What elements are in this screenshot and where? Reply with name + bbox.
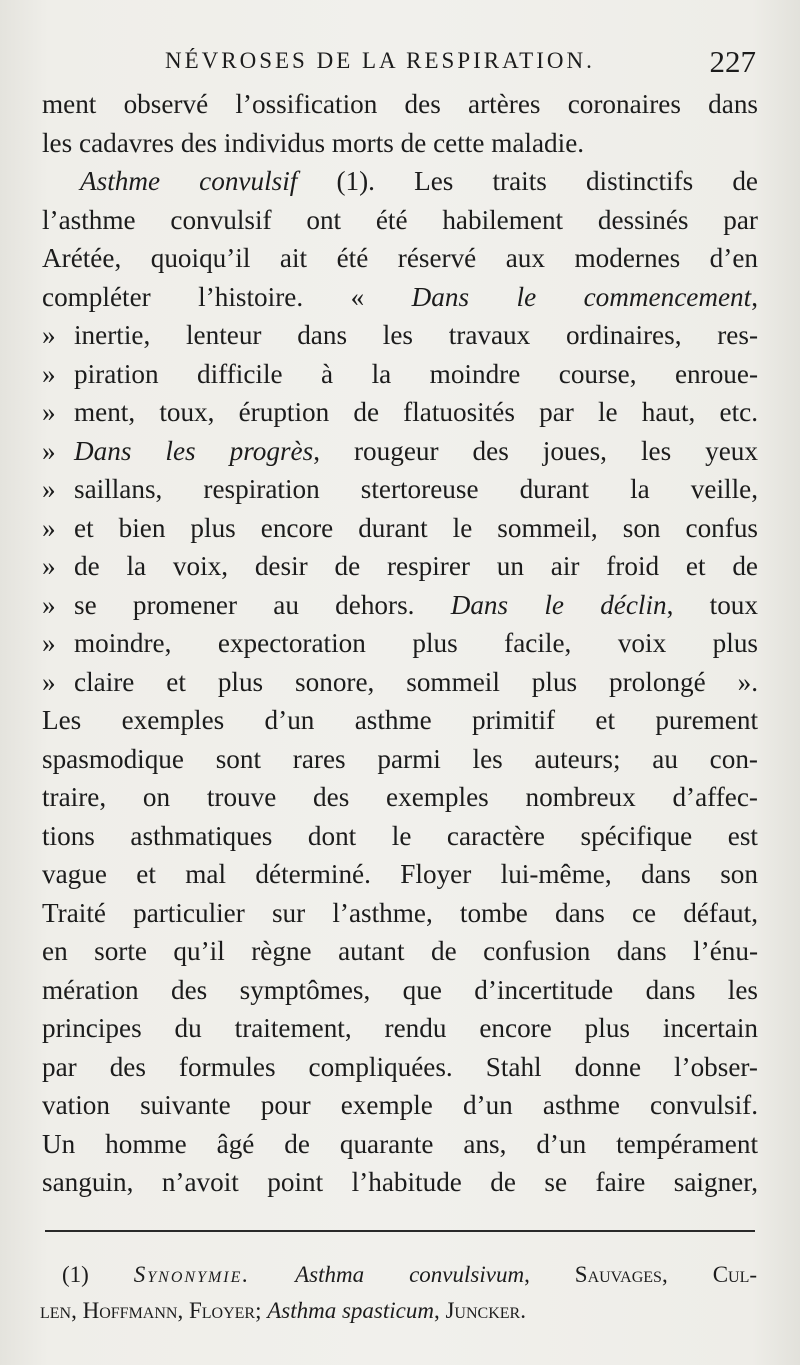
text-line: traire, on trouve des exemples nombreux d’affec- — [42, 782, 758, 812]
quote-mark: » — [42, 666, 56, 697]
footnote-term: Asthma spasticum — [267, 1298, 434, 1323]
text-fragment: (1). Les traits distinctifs de — [297, 166, 758, 196]
quote-mark: » — [42, 435, 56, 466]
text-line — [42, 509, 758, 548]
text-line: par des formules compliquées. Stahl donne l’obser- — [42, 1051, 758, 1082]
footnote-author: Cul- — [712, 1262, 758, 1287]
quote-mark: » — [42, 320, 56, 350]
text-line: Les exemples d’un asthme primitif et purement — [42, 705, 758, 735]
text-line: les cadavres des individus morts de cette maladie. — [42, 127, 585, 158]
text-line — [42, 432, 758, 471]
text-line: vation suivante pour exemple d’un asthme convulsif. — [42, 1090, 758, 1120]
quote-mark: » — [42, 589, 56, 620]
text-line: Arétée, quoiqu’il ait été réservé aux modernes d’en — [42, 243, 758, 273]
text-line: principes du traitement, rendu encore plus incertain — [42, 1013, 758, 1043]
text-line — [42, 547, 758, 586]
footnote-author: Floyer — [188, 1298, 256, 1323]
text-line — [42, 316, 758, 355]
quote-mark: » — [42, 358, 56, 389]
quote-mark: » — [42, 474, 56, 504]
text-fragment: piration difficile à la moindre course, enroue- — [74, 358, 758, 389]
text-fragment: de la voix, desir de respirer un air froid et de — [74, 551, 758, 581]
text-fragment: , — [751, 281, 758, 312]
text-line: ment observé l’ossification des artères coronaires dans — [42, 89, 758, 119]
text-fragment: saillans, respiration stertoreuse durant la veille, — [74, 474, 758, 504]
text-fragment: moindre, expectoration plus facile, voix plus — [74, 628, 758, 658]
page-number: 227 — [709, 44, 756, 79]
footnote — [40, 1257, 758, 1329]
body-text — [42, 85, 758, 1202]
text-line: l’asthme convulsif ont été habilement dessinés par — [42, 204, 758, 235]
footnote-line: len, Hoffmann, Floyer; Asthma spasticum, Juncker. — [40, 1298, 526, 1323]
running-title: NÉVROSES DE LA RESPIRATION. — [165, 48, 595, 73]
text-fragment: inertie, lenteur dans les travaux ordinaires, res- — [74, 320, 758, 350]
text-fragment: , rougeur des joues, les yeux — [313, 435, 758, 466]
page-header — [40, 44, 760, 84]
quote-mark: » — [42, 512, 56, 543]
text-line: vague et mal déterminé. Floyer lui-même, dans son — [42, 859, 758, 889]
text-line: sanguin, n’avoit point l’habitude de se faire saigner, — [42, 1167, 758, 1197]
text-line — [42, 624, 758, 663]
text-line — [42, 162, 758, 201]
footnote-author: len — [40, 1298, 72, 1323]
text-line — [42, 586, 758, 625]
text-fragment: claire et plus sonore, sommeil plus prolongé ». — [74, 666, 758, 697]
section-heading-italic: Asthme convulsif — [80, 166, 298, 196]
text-line: Un homme âgé de quarante ans, d’un tempérament — [42, 1128, 758, 1159]
text-fragment: compléter l’histoire. « — [42, 281, 412, 312]
text-line: spasmodique sont rares parmi les auteurs; au con- — [42, 743, 758, 774]
text-line: mération des symptômes, que d’incertitude dans les — [42, 974, 758, 1005]
footnote-line: (1) Synonymie. Asthma convulsivum, Sauvages, Cul- — [62, 1262, 758, 1287]
text-line — [42, 470, 758, 509]
quote-mark: » — [42, 551, 56, 581]
text-fragment: ment, toux, éruption de flatuosités par le haut, etc. — [74, 397, 758, 427]
text-line: tions asthmatiques dont le caractère spécifique est — [42, 820, 758, 851]
footnote-marker: (1) — [62, 1262, 134, 1287]
quote-mark: » — [42, 397, 56, 427]
text-line — [42, 663, 758, 702]
text-fragment: , toux — [666, 589, 758, 620]
text-line — [42, 355, 758, 394]
footnote-author: Hoffmann — [82, 1298, 178, 1323]
text-line: Traité particulier sur l’asthme, tombe dans ce défaut, — [42, 897, 758, 928]
text-fragment: et bien plus encore durant le sommeil, son confus — [74, 512, 758, 543]
text-line: en sorte qu’il règne autant de confusion dans l’énu- — [42, 936, 758, 966]
footnote-author: Juncker — [445, 1298, 521, 1323]
footnote-author: Sauvages — [574, 1262, 662, 1287]
footnote-synonymie: Synonymie. — [133, 1262, 251, 1287]
footnote-term: Asthma convulsivum — [295, 1262, 525, 1287]
text-line — [42, 278, 758, 317]
italic-phrase: Dans le déclin — [450, 589, 667, 620]
text-fragment: se promener au dehors. — [74, 589, 451, 620]
quote-mark: » — [42, 628, 56, 658]
footnote-divider — [45, 1230, 755, 1232]
text-line — [42, 393, 758, 432]
italic-phrase: Dans les progrès — [74, 435, 314, 466]
italic-phrase: Dans le commencement — [411, 281, 752, 312]
